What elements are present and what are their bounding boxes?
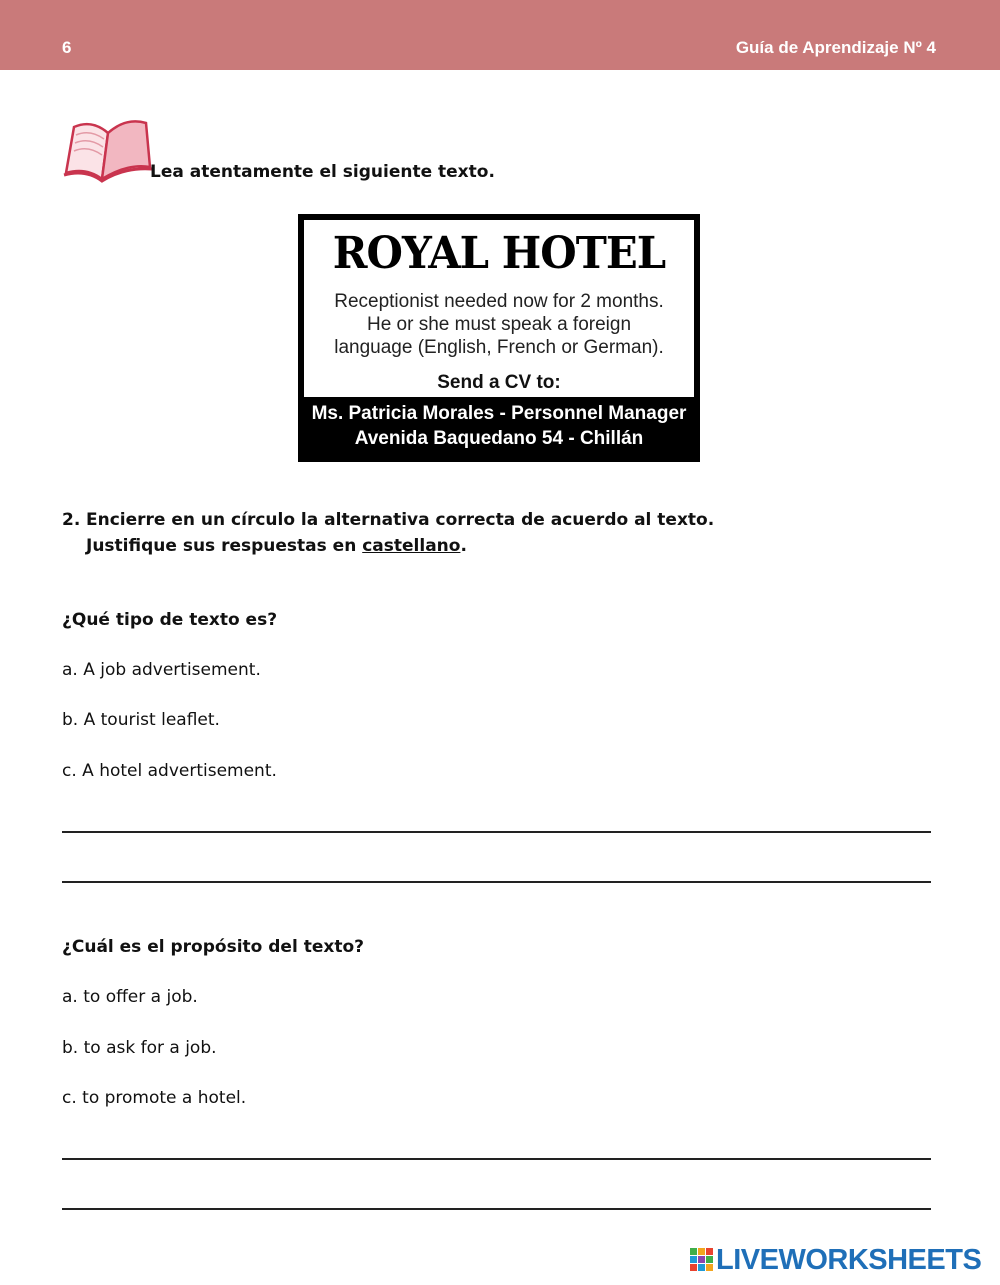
answer-line-2[interactable] [62,881,931,883]
answer-line-4[interactable] [62,1208,931,1210]
exercise-punctuation: . [460,536,467,556]
exercise-text: Justifique sus respuestas en [86,536,363,556]
ad-contact-name: Ms. Patricia Morales - Personnel Manager [311,403,687,424]
answer-line-1[interactable] [62,831,931,833]
ad-title: ROYAL HOTEL [332,228,666,279]
liveworksheets-brand: LIVEWORKSHEETS [716,1244,982,1276]
option-2a[interactable]: a. to offer a job. [62,987,198,1007]
ad-send-label: Send a CV to: [437,372,561,393]
option-1b[interactable]: b. A tourist leaflet. [62,710,220,730]
ad-line: He or she must speak a foreign [366,314,632,335]
option-1c[interactable]: c. A hotel advertisement. [62,761,277,781]
answer-line-3[interactable] [62,1158,931,1160]
guide-title: Guía de Aprendizaje Nº 4 [735,38,936,57]
option-2c[interactable]: c. to promote a hotel. [62,1088,247,1108]
ad-body [304,220,694,397]
instruction-text: Lea atentamente el siguiente texto. [150,162,495,182]
underlined-word: castellano [362,536,461,556]
ad-contact-address: Avenida Baquedano 54 - Chillán [354,428,644,449]
option-2b[interactable]: b. to ask for a job. [62,1038,217,1058]
exercise-instruction: Encierre en un círculo la alternativa correcta de acuerdo al texto. [86,510,715,530]
page-number: 6 [62,38,72,57]
open-book-icon [60,115,155,183]
liveworksheets-logo-icon [690,1248,714,1272]
hotel-advertisement [298,214,700,462]
ad-line: language (English, French or German). [334,337,664,358]
liveworksheets-logo[interactable] [690,1244,990,1276]
question-1: ¿Qué tipo de texto es? [62,610,278,630]
header-bar [0,0,1000,70]
option-1a[interactable]: a. A job advertisement. [62,660,261,680]
ad-line: Receptionist needed now for 2 months. [334,291,664,312]
question-2: ¿Cuál es el propósito del texto? [62,937,364,957]
exercise-number: 2. [62,510,81,530]
exercise-instruction-2 [86,536,467,556]
